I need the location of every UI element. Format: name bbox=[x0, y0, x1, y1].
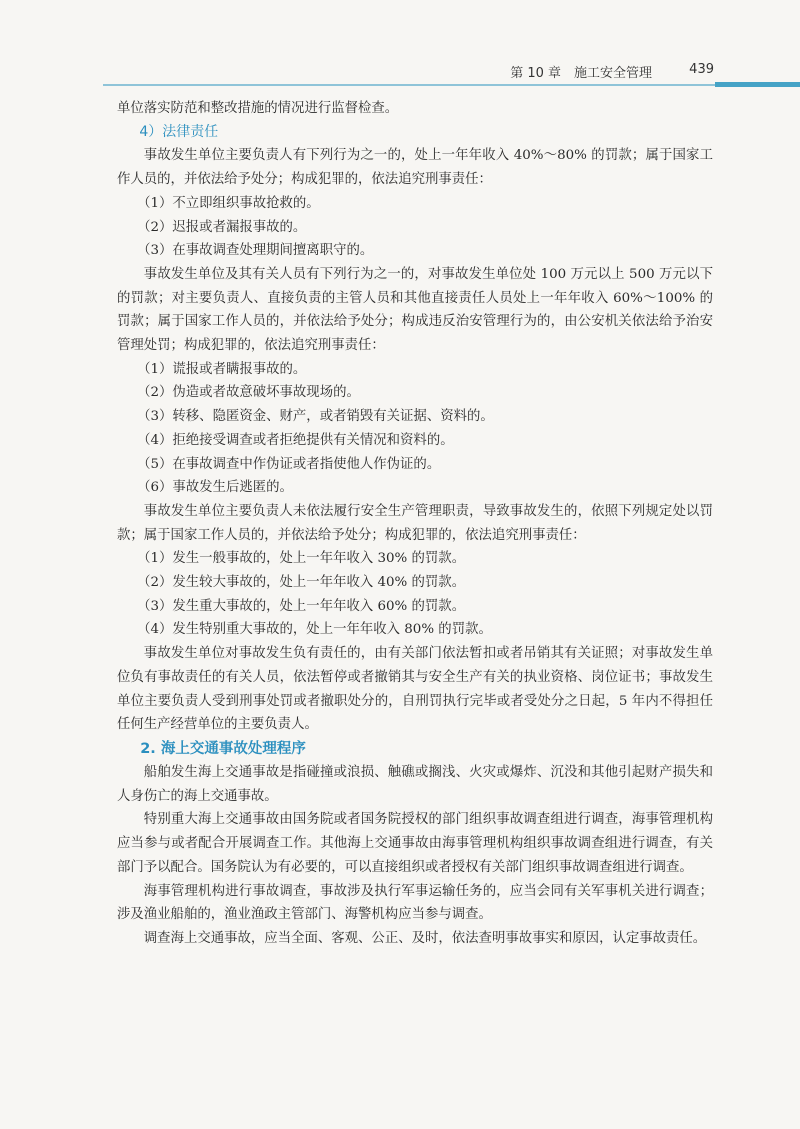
paragraph: 海事管理机构进行事故调查，事故涉及执行军事运输任务的，应当会同有关军事机关进行调查；涉及渔业船舶的，渔业渔政主管部门、海警机构应当参与调查。 bbox=[117, 883, 713, 923]
paragraph: 调查海上交通事故，应当全面、客观、公正、及时，依法查明事故事实和原因，认定事故责任。 bbox=[143, 930, 707, 946]
header-accent-bar bbox=[715, 82, 800, 87]
list-item: （3）发生重大事故的，处上一年年收入 60% 的罚款。 bbox=[137, 598, 466, 614]
list-item: （2）伪造或者故意破坏事故现场的。 bbox=[137, 385, 360, 401]
list-item: （2）迟报或者漏报事故的。 bbox=[137, 219, 307, 235]
paragraph: 事故发生单位对事故发生负有责任的，由有关部门依法暂扣或者吊销其有关证照；对事故发生单位负有事故责任的有关人员，依法暂停或者撤销其与安全生产有关的执业资格、岗位证书；事故发生单位主要负责人受到刑事处罚或者撤职处分的，自刑罚执行完毕或者受处分之日起，5 年内不得担任任何生产经营单位的主要负责人。 bbox=[117, 646, 713, 733]
page-body bbox=[117, 97, 713, 951]
list-item: （5）在事故调查中作伪证或者指使他人作伪证的。 bbox=[137, 456, 441, 472]
page-number: 439 bbox=[689, 62, 714, 77]
list-item: （3）在事故调查处理期间擅离职守的。 bbox=[137, 243, 374, 259]
list-item: （2）发生较大事故的，处上一年年收入 40% 的罚款。 bbox=[137, 575, 466, 591]
paragraph: 船舶发生海上交通事故是指碰撞或浪损、触礁或搁浅、火灾或爆炸、沉没和其他引起财产损失和人身伤亡的海上交通事故。 bbox=[117, 764, 713, 804]
paragraph: 特别重大海上交通事故由国务院或者国务院授权的部门组织事故调查组进行调查，海事管理机构应当参与或者配合开展调查工作。其他海上交通事故由海事管理机构组织事故调查组进行调查，有关部门予以配合。国务院认为有必要的，可以直接组织或者授权有关部门组织事故调查组进行调查。 bbox=[117, 812, 713, 875]
section-heading-maritime-procedure: 2. 海上交通事故处理程序 bbox=[140, 740, 306, 757]
list-item: （4）发生特别重大事故的，处上一年年收入 80% 的罚款。 bbox=[137, 622, 492, 638]
paragraph: 事故发生单位主要负责人未依法履行安全生产管理职责，导致事故发生的，依照下列规定处以罚款；属于国家工作人员的，并依法给予处分；构成犯罪的，依法追究刑事责任： bbox=[117, 503, 713, 543]
list-item: （6）事故发生后逃匿的。 bbox=[137, 480, 293, 496]
list-item: （1）发生一般事故的，处上一年年收入 30% 的罚款。 bbox=[137, 551, 466, 567]
section-heading-legal-liability: 4）法律责任 bbox=[139, 123, 219, 140]
page-header bbox=[0, 0, 800, 92]
paragraph: 事故发生单位及其有关人员有下列行为之一的，对事故发生单位处 100 万元以上 500 万元以下的罚款；对主要负责人、直接负责的主管人员和其他直接责任人员处上一年年收入 60%～100% 的罚款；属于国家工作人员的，并依法给予处分；构成违反治安管理行为的，由公安机关依法给予治安管理处罚；构成犯罪的，依法追究刑事责任： bbox=[117, 266, 713, 354]
paragraph: 事故发生单位主要负责人有下列行为之一的，处上一年年收入 40%～80% 的罚款；属于国家工作人员的，并依法给予处分；构成犯罪的，依法追究刑事责任： bbox=[117, 148, 713, 188]
list-item: （3）转移、隐匿资金、财产，或者销毁有关证据、资料的。 bbox=[137, 409, 494, 425]
paragraph: 单位落实防范和整改措施的情况进行监督检查。 bbox=[117, 101, 399, 116]
header-rule bbox=[103, 84, 715, 86]
list-item: （1）谎报或者瞒报事故的。 bbox=[137, 361, 307, 377]
chapter-title: 第 10 章 施工安全管理 bbox=[510, 66, 652, 81]
list-item: （1）不立即组织事故抢救的。 bbox=[137, 195, 320, 211]
list-item: （4）拒绝接受调查或者拒绝提供有关情况和资料的。 bbox=[137, 432, 454, 448]
